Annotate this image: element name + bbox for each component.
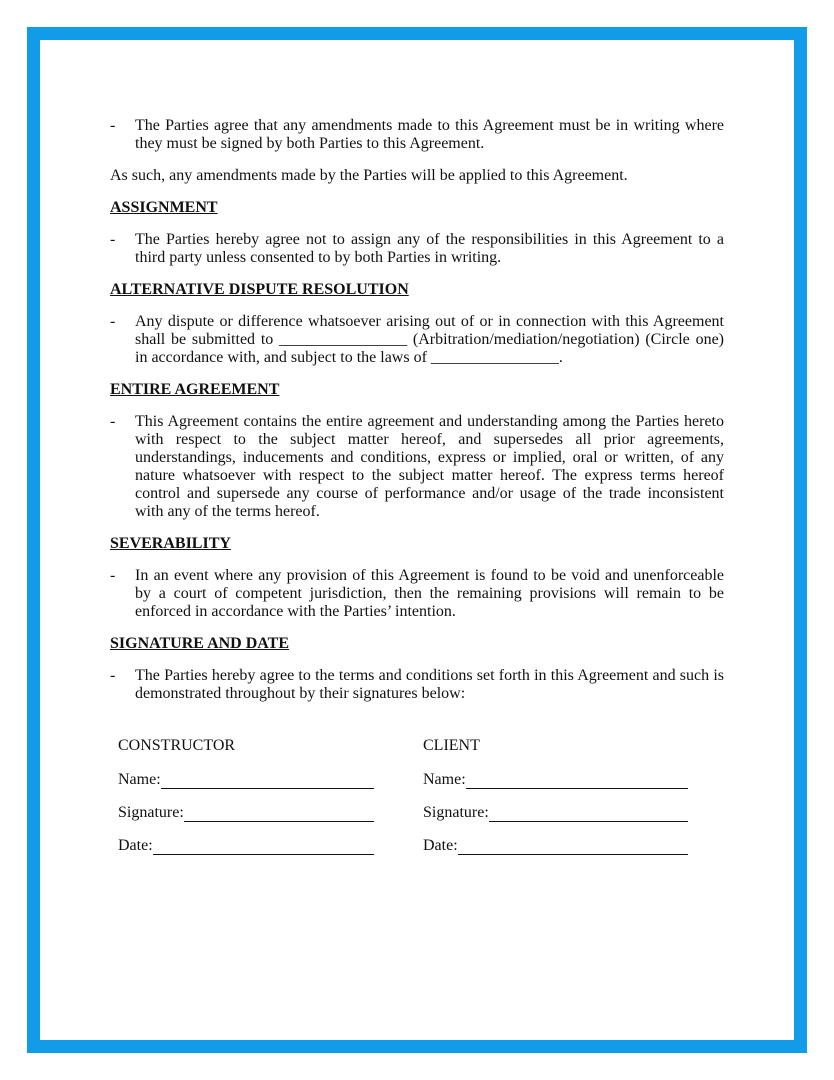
client-signature-label: Signature: [423, 804, 489, 821]
client-signature-field [423, 804, 688, 822]
constructor-name-label: Name: [118, 771, 161, 788]
bullet-marker: - [110, 413, 116, 430]
constructor-signature-column [118, 737, 374, 870]
intro-bullet-item [110, 117, 724, 153]
severability-bullet-item [110, 567, 724, 621]
signature-date-bullet-item [110, 667, 724, 703]
bullet-marker: - [110, 313, 116, 330]
dispute-resolution-bullet-item [110, 313, 724, 367]
bullet-marker: - [110, 117, 116, 134]
entire-agreement-bullet-text: This Agreement contains the entire agreement and understanding among the Parties hereto with respect to the subject matter hereof, and supersedes all prior agreements, understandings, inducements and conditions, express or implied, oral or written, of any nature whatsoever with respect to the subject matter hereof. The express terms hereof control and supersede any course of performance and/or usage of the trade inconsistent with any of the terms hereof. [135, 413, 724, 520]
heading-entire-agreement: ENTIRE AGREEMENT [110, 381, 280, 398]
constructor-date-label: Date: [118, 837, 153, 854]
heading-signature-and-date: SIGNATURE AND DATE [110, 635, 289, 652]
assignment-bullet-item [110, 231, 724, 267]
severability-bullet-text: In an event where any provision of this Agreement is found to be void and unenforceable by a court of competent jurisdiction, then the remaining provisions will remain to be enforced in accordance with the Parties’ intention. [135, 567, 724, 620]
client-date-label: Date: [423, 837, 458, 854]
constructor-signature-label: Signature: [118, 804, 184, 821]
client-date-line [458, 837, 688, 855]
constructor-name-field [118, 771, 374, 789]
intro-paragraph: As such, any amendments made by the Parties will be applied to this Agreement. [110, 167, 628, 184]
heading-alternative-dispute-resolution: ALTERNATIVE DISPUTE RESOLUTION [110, 281, 409, 298]
bullet-marker: - [110, 567, 116, 584]
client-signature-line [489, 804, 688, 822]
constructor-signature-field [118, 804, 374, 822]
client-name-label: Name: [423, 771, 466, 788]
dispute-resolution-bullet-text: Any dispute or difference whatsoever arising out of or in connection with this Agreement shall be submitted to ________________ (Arbitration/mediation/negotiation) (Circle one) in accordance with, and subject to the laws of ________________. [135, 313, 724, 366]
constructor-date-field [118, 837, 374, 855]
document-content [40, 40, 794, 870]
assignment-bullet-text: The Parties hereby agree not to assign any of the responsibilities in this Agreement to a third party unless consented to by both Parties in writing. [135, 231, 724, 266]
constructor-title: CONSTRUCTOR [118, 737, 236, 754]
client-signature-column [423, 737, 688, 870]
client-date-field [423, 837, 688, 855]
constructor-name-line [161, 771, 374, 789]
heading-severability: SEVERABILITY [110, 535, 231, 552]
constructor-signature-line [184, 804, 374, 822]
signature-block [118, 737, 724, 870]
page-border-frame [27, 27, 807, 1053]
client-name-line [466, 771, 688, 789]
client-title: CLIENT [423, 737, 480, 754]
bullet-marker: - [110, 667, 116, 684]
constructor-date-line [153, 837, 374, 855]
bullet-marker: - [110, 231, 116, 248]
heading-assignment: ASSIGNMENT [110, 199, 218, 216]
intro-bullet-text: The Parties agree that any amendments made to this Agreement must be in writing where they must be signed by both Parties to this Agreement. [135, 117, 724, 152]
entire-agreement-bullet-item [110, 413, 724, 521]
signature-date-bullet-text: The Parties hereby agree to the terms and conditions set forth in this Agreement and such is demonstrated throughout by their signatures below: [135, 667, 724, 702]
client-name-field [423, 771, 688, 789]
